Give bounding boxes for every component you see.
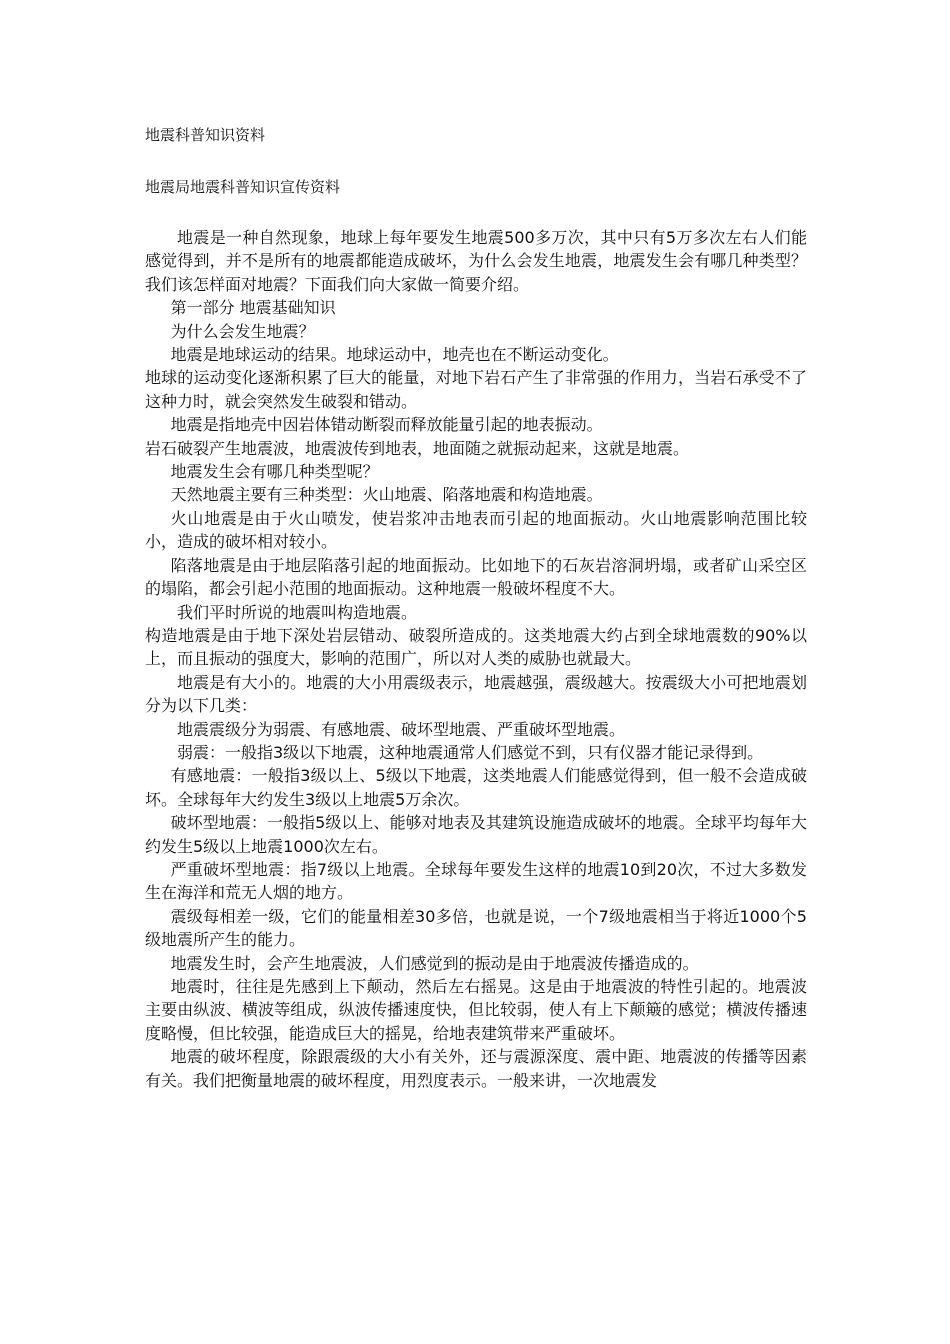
document-subtitle: 地震局地震科普知识宣传资料 [145, 178, 341, 196]
paragraph: 陷落地震是由于地层陷落引起的地面振动。比如地下的石灰岩溶洞坍塌，或者矿山采空区的塌陷，都会引起小范围的地面振动。这种地震一般破坏程度不大。 [145, 555, 807, 599]
paragraph: 为什么会发生地震？ [170, 321, 315, 341]
paragraph: 天然地震主要有三种类型：火山地震、陷落地震和构造地震。 [170, 485, 603, 505]
paragraph: 严重破坏型地震：指7级以上地震。全球每年要发生这样的地震10到20次，不过大多数发生在海洋和荒无人烟的地方。 [145, 859, 807, 903]
paragraph: 第一部分 地震基础知识 [170, 298, 336, 318]
paragraph: 地震是地球运动的结果。地球运动中，地壳也在不断运动变化。 [170, 345, 619, 365]
document-title: 地震科普知识资料 [145, 126, 266, 144]
paragraph: 地震震级分为弱震、有感地震、破坏型地震、严重破坏型地震。 [177, 719, 626, 739]
paragraph: 地震是有大小的。地震的大小用震级表示，地震越强，震级越大。按震级大小可把地震划分为以下几类： [145, 672, 807, 716]
paragraph: 地震发生会有哪几种类型呢？ [170, 462, 379, 482]
paragraph: 构造地震是由于地下深处岩层错动、破裂所造成的。这类地震大约占到全球地震数的90%以上，而且振动的强度大，影响的范围广，所以对人类的威胁也就最大。 [145, 625, 807, 669]
paragraph: 有感地震：一般指3级以上、5级以下地震，这类地震人们能感觉得到，但一般不会造成破坏。全球每年大约发生3级以上地震5万余次。 [145, 766, 807, 809]
paragraph: 破坏型地震：一般指5级以上、能够对地表及其建筑设施造成破坏的地震。全球平均每年大约发生5级以上地震1000次左右。 [145, 813, 807, 856]
paragraph: 地震是指地壳中因岩体错动断裂而释放能量引起的地表振动。 [170, 415, 603, 435]
paragraph: 火山地震是由于火山喷发，使岩浆冲击地表而引起的地面振动。火山地震影响范围比较小，造成的破坏相对较小。 [145, 508, 807, 552]
paragraph: 震级每相差一级，它们的能量相差30多倍，也就是说，一个7级地震相当于将近1000个5级地震所产生的能力。 [145, 906, 807, 950]
paragraph: 我们平时所说的地震叫构造地震。 [177, 602, 418, 622]
paragraph: 岩石破裂产生地震波，地震波传到地表，地面随之就振动起来，这就是地震。 [145, 438, 690, 458]
paragraph: 弱震：一般指3级以下地震，这种地震通常人们感觉不到，只有仪器才能记录得到。 [177, 742, 764, 762]
paragraph: 地震时，往往是先感到上下颠动，然后左右摇晃。这是由于地震波的特性引起的。地震波主要由纵波、横波等组成，纵波传播速度快，但比较弱，使人有上下颠簸的感觉；横波传播速度略慢，但比较强，能造成巨大的摇晃，给地表建筑带来严重破坏。 [145, 977, 807, 1043]
paragraph: 地震发生时，会产生地震波，人们感觉到的振动是由于地震波传播造成的。 [170, 953, 699, 973]
paragraph: 地震是一种自然现象，地球上每年要发生地震500多万次，其中只有5万多次左右人们能感觉得到，并不是所有的地震都能造成破坏，为什么会发生地震，地震发生会有哪几种类型？我们该怎样面对地震？下面我们向大家做一简要介绍。 [145, 228, 807, 294]
paragraph: 地震的破坏程度，除跟震级的大小有关外，还与震源深度、震中距、地震波的传播等因素有关。我们把衡量地震的破坏程度，用烈度表示。一般来讲，一次地震发 [145, 1047, 807, 1090]
document-body [145, 226, 807, 1092]
paragraph: 地球的运动变化逐渐积累了巨大的能量，对地下岩石产生了非常强的作用力，当岩石承受不了这种力时，就会突然发生破裂和错动。 [145, 368, 807, 411]
